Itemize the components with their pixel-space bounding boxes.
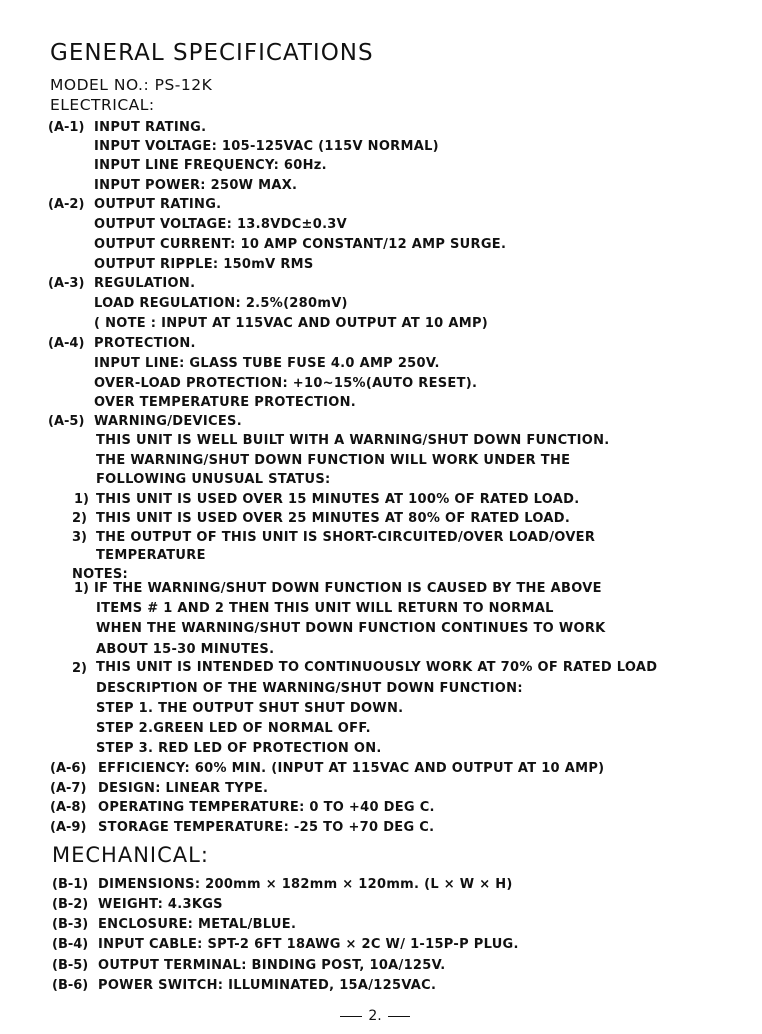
model-number: MODEL NO.: PS-12K [50,76,213,94]
item-label-a2: (A-2) [48,197,85,212]
spec-line: DIMENSIONS: 200mm × 182mm × 120mm. (L × W × H) [98,877,513,892]
footer-dash [388,1016,410,1017]
item-label-a1: (A-1) [48,120,85,135]
item-label-a7: (A-7) [50,781,87,796]
electrical-heading: ELECTRICAL: [50,96,155,114]
status-item-continuation: TEMPERATURE [96,548,206,563]
note-number: 1) [74,581,89,596]
note-line: DESCRIPTION OF THE WARNING/SHUT DOWN FUNCTION: [96,681,523,696]
item-label-b5: (B-5) [52,958,89,973]
page-number-footer [330,1008,420,1024]
spec-line: WEIGHT: 4.3KGS [98,897,223,912]
spec-line: LOAD REGULATION: 2.5%(280mV) [94,296,348,311]
spec-line: INPUT VOLTAGE: 105-125VAC (115V NORMAL) [94,139,439,154]
spec-line: INPUT LINE FREQUENCY: 60Hz. [94,158,327,173]
spec-line: OVER-LOAD PROTECTION: +10~15%(AUTO RESET). [94,376,478,391]
item-label-b6: (B-6) [52,978,89,993]
item-heading-a1: INPUT RATING. [94,120,207,135]
item-label-b3: (B-3) [52,917,89,932]
spec-line: DESIGN: LINEAR TYPE. [98,781,269,796]
footer-dash [340,1016,362,1017]
page-number: 2. [368,1008,382,1024]
note-number: 2) [72,661,87,676]
item-heading-a3: REGULATION. [94,276,196,291]
mechanical-heading: MECHANICAL: [52,843,209,867]
item-label-a9: (A-9) [50,820,87,835]
spec-line: THIS UNIT IS WELL BUILT WITH A WARNING/SHUT DOWN FUNCTION. [96,433,610,448]
note-line: ABOUT 15-30 MINUTES. [96,642,275,657]
spec-line: ( NOTE : INPUT AT 115VAC AND OUTPUT AT 10 AMP) [94,316,489,331]
status-item: THE OUTPUT OF THIS UNIT IS SHORT-CIRCUITED/OVER LOAD/OVER [96,530,596,545]
note-line: STEP 2.GREEN LED OF NORMAL OFF. [96,721,371,736]
note-line: WHEN THE WARNING/SHUT DOWN FUNCTION CONTINUES TO WORK [96,621,606,636]
spec-line: OUTPUT CURRENT: 10 AMP CONSTANT/12 AMP SURGE. [94,237,507,252]
note-line: STEP 1. THE OUTPUT SHUT SHUT DOWN. [96,701,404,716]
item-heading-a5: WARNING/DEVICES. [94,414,242,429]
item-label-a4: (A-4) [48,336,85,351]
spec-line: OVER TEMPERATURE PROTECTION. [94,395,357,410]
spec-line: FOLLOWING UNUSUAL STATUS: [96,472,331,487]
spec-line: OUTPUT RIPPLE: 150mV RMS [94,257,314,272]
spec-line: INPUT POWER: 250W MAX. [94,178,298,193]
spec-line: INPUT LINE: GLASS TUBE FUSE 4.0 AMP 250V. [94,356,440,371]
spec-line: ENCLOSURE: METAL/BLUE. [98,917,297,932]
item-label-b4: (B-4) [52,937,89,952]
item-label-a8: (A-8) [50,800,87,815]
note-line: ITEMS # 1 AND 2 THEN THIS UNIT WILL RETURN TO NORMAL [96,601,554,616]
spec-line: THE WARNING/SHUT DOWN FUNCTION WILL WORK UNDER THE [96,453,571,468]
note-line: THIS UNIT IS INTENDED TO CONTINUOUSLY WORK AT 70% OF RATED LOAD [96,660,658,675]
item-label-a5: (A-5) [48,414,85,429]
status-item: THIS UNIT IS USED OVER 25 MINUTES AT 80% OF RATED LOAD. [96,511,571,526]
note-line: STEP 3. RED LED OF PROTECTION ON. [96,741,382,756]
spec-line: POWER SWITCH: ILLUMINATED, 15A/125VAC. [98,978,437,993]
spec-line: INPUT CABLE: SPT-2 6FT 18AWG × 2C W/ 1-15P-P PLUG. [98,937,519,952]
note-line: IF THE WARNING/SHUT DOWN FUNCTION IS CAUSED BY THE ABOVE [94,581,602,596]
item-label-b1: (B-1) [52,877,89,892]
spec-line: OUTPUT VOLTAGE: 13.8VDC±0.3V [94,217,348,232]
item-heading-a2: OUTPUT RATING. [94,197,222,212]
notes-label: NOTES: [72,567,129,582]
status-item: THIS UNIT IS USED OVER 15 MINUTES AT 100% OF RATED LOAD. [96,492,580,507]
spec-line: OPERATING TEMPERATURE: 0 TO +40 DEG C. [98,800,435,815]
item-label-b2: (B-2) [52,897,89,912]
item-label-a6: (A-6) [50,761,87,776]
page-title: GENERAL SPECIFICATIONS [50,40,374,66]
status-number: 2) [72,511,87,526]
status-number: 1) [74,492,89,507]
spec-line: EFFICIENCY: 60% MIN. (INPUT AT 115VAC AND OUTPUT AT 10 AMP) [98,761,605,776]
item-heading-a4: PROTECTION. [94,336,196,351]
spec-line: STORAGE TEMPERATURE: -25 TO +70 DEG C. [98,820,435,835]
spec-line: OUTPUT TERMINAL: BINDING POST, 10A/125V. [98,958,446,973]
item-label-a3: (A-3) [48,276,85,291]
status-number: 3) [72,530,87,545]
